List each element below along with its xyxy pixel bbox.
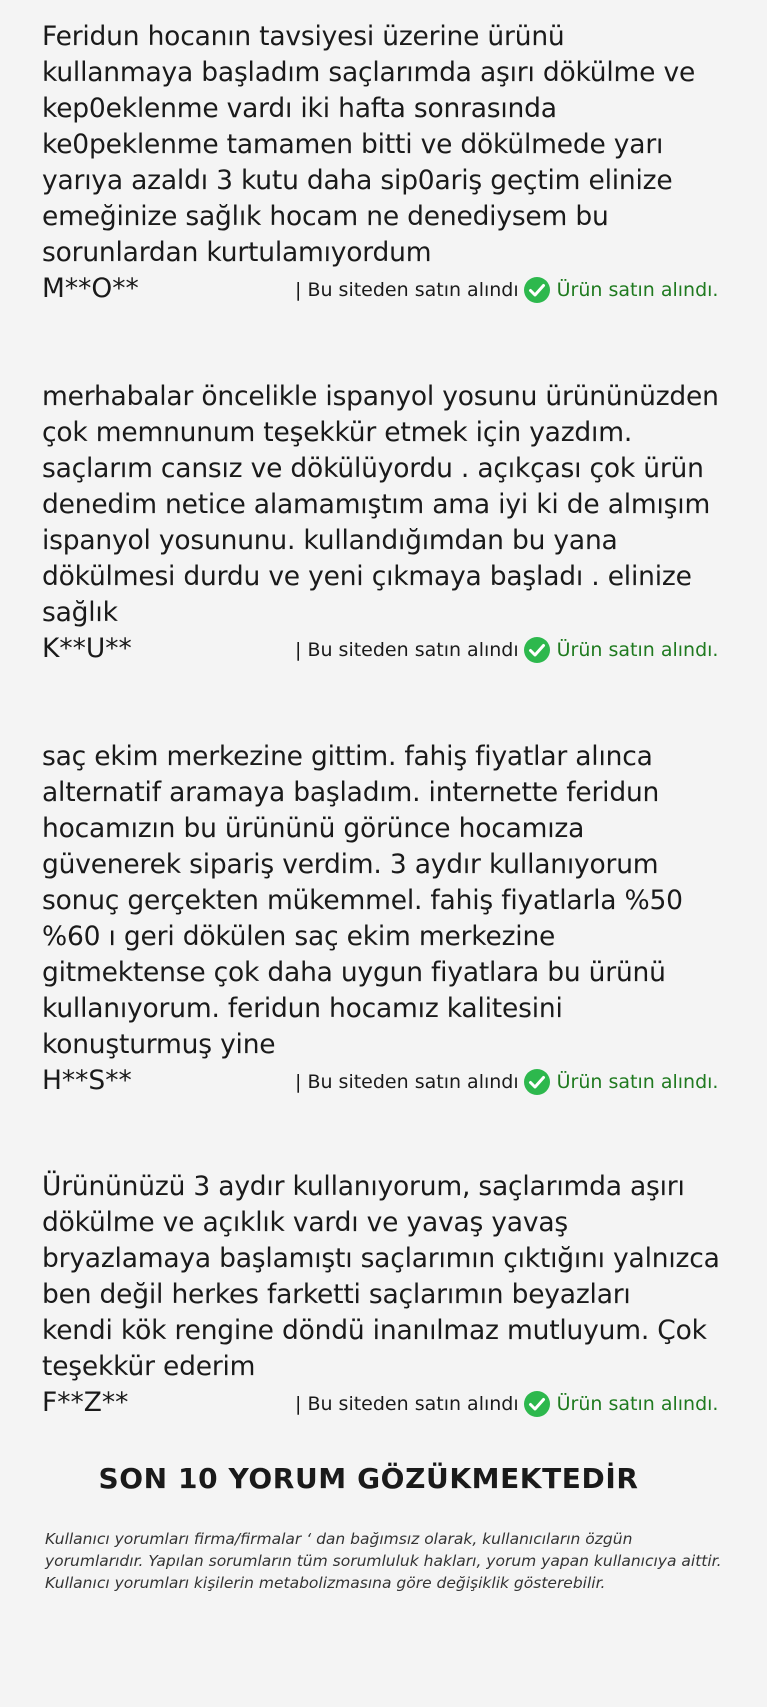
reviewer-name: M**O**: [42, 273, 139, 304]
verified-purchase-label: Ürün satın alındı.: [556, 639, 719, 661]
site-purchase-note: | Bu siteden satın alındı: [295, 1071, 519, 1093]
check-circle-icon: [523, 1390, 551, 1418]
verified-purchase-label: Ürün satın alındı.: [556, 1071, 719, 1093]
review-footer: [42, 1063, 732, 1099]
review-text: Feridun hocanın tavsiyesi üzerine ürünü kullanmaya başladım saçlarımda aşırı dökülme ve kep0eklenme vardı iki hafta sonrasında ke0peklenme tamamen bitti ve dökülmede yarı yarıya azaldı 3 kutu daha sip0ariş geçtim elinize emeğinize sağlık hocam ne denediysem bu sorunlardan kurtulamıyordum: [42, 21, 696, 268]
review-text: merhabalar öncelikle ispanyol yosunu ürününüzden çok memnunum teşekkür etmek için yazdım. saçlarım cansız ve dökülüyordu . açıkçası çok ürün denedim netice alamamıştım ama iyi ki de almışım ispanyol yosununu. kullandığımdan bu yana dökülmesi durdu ve yeni çıkmaya başladı . elinize sağlık: [42, 381, 719, 628]
review-text: saç ekim merkezine gittim. fahiş fiyatlar alınca alternatif aramaya başladım. internette feridun hocamızın bu ürününü görünce hocamıza güvenerek sipariş verdim. 3 aydır kullanıyorum sonuç gerçekten mükemmel. fahiş fiyatlarla %50 %60 ı geri dökülen saç ekim merkezine gitmektense çok daha uygun fiyatlara bu ürünü kullanıyorum. feridun hocamız kalitesini konuşturmuş yine: [42, 741, 683, 1060]
purchase-info: [295, 637, 718, 663]
purchase-info: [295, 1391, 718, 1417]
site-purchase-note: | Bu siteden satın alındı: [295, 639, 519, 661]
check-circle-icon: [523, 276, 551, 304]
reviewer-name: F**Z**: [42, 1387, 129, 1418]
review-item: [42, 739, 732, 1099]
check-circle-icon: [523, 636, 551, 664]
review-item: [42, 19, 732, 307]
purchase-info: [295, 277, 718, 303]
review-text: Ürününüzü 3 aydır kullanıyorum, saçlarımda aşırı dökülme ve açıklık vardı ve yavaş yavaş bryazlamaya başlamıştı saçlarımın çıktığını yalnızca ben değil herkes farketti saçlarımın beyazları kendi kök rengine döndü inanılmaz mutluyum. Çok teşekkür ederim: [42, 1171, 720, 1382]
purchase-info: [295, 1069, 718, 1095]
check-circle-icon: [523, 1068, 551, 1096]
reviewer-name: H**S**: [42, 1065, 132, 1096]
site-purchase-note: | Bu siteden satın alındı: [295, 279, 519, 301]
review-footer: [42, 271, 732, 307]
review-footer: [42, 631, 732, 667]
review-item: [42, 1169, 732, 1421]
section-heading: SON 10 YORUM GÖZÜKMEKTEDİR: [98, 1462, 639, 1495]
disclaimer-text: Kullanıcı yorumları firma/firmalar ‘ dan bağımsız olarak, kullanıcıların özgün yorumlarıdır. Yapılan sorumların tüm sorumluluk hakları, yorum yapan kullanıcıya aittir. Kullanıcı yorumları kişilerin metabolizmasına göre değişiklik gösterebilir.: [45, 1530, 722, 1592]
reviewer-name: K**U**: [42, 633, 132, 664]
review-item: [42, 379, 732, 667]
site-purchase-note: | Bu siteden satın alındı: [295, 1393, 519, 1415]
verified-purchase-label: Ürün satın alındı.: [556, 1393, 719, 1415]
verified-purchase-label: Ürün satın alındı.: [556, 279, 719, 301]
review-footer: [42, 1385, 732, 1421]
